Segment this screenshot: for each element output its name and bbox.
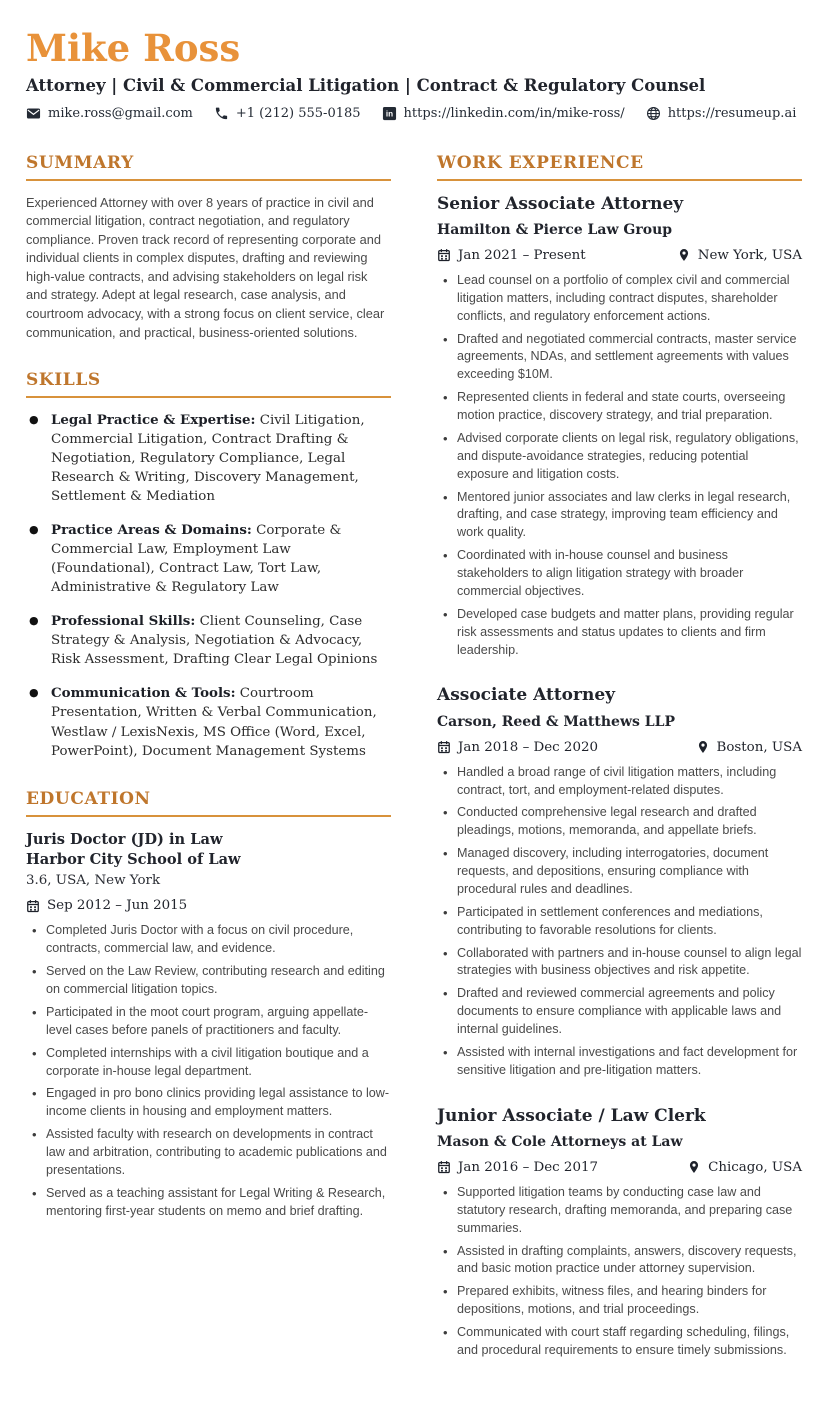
job-dates-text: Jan 2021 – Present [458,247,586,263]
calendar-icon [437,248,451,262]
job-dates-text: Jan 2018 – Dec 2020 [458,739,599,755]
contact-row [26,106,802,121]
job-entry [437,685,802,1079]
job-meta-row [437,248,802,263]
job-dates-text: Jan 2016 – Dec 2017 [458,1159,599,1175]
education-bullet: • Completed Juris Doctor with a focus on civil procedure, contracts, commercial law, and evidence. [26,922,391,958]
job-bullet: • Drafted and reviewed commercial agreements and policy documents to ensure compliance with applicable laws and internal guidelines. [437,985,802,1039]
job-company: Carson, Reed & Matthews LLP [437,713,675,730]
job-bullet: • Supported litigation teams by conducting case law and statutory research, drafting memoranda, and preparing case summaries. [437,1184,802,1238]
job-bullet: • Managed discovery, including interrogatories, document requests, and depositions, ensuring compliance with procedural rules and deadlines. [437,845,802,899]
work-experience-heading: WORK EXPERIENCE [437,153,802,181]
job-location-text: Boston, USA [716,739,802,755]
education-section [26,789,391,1221]
skill-item [26,521,391,597]
candidate-name: Mike Ross [26,26,241,70]
contact-phone-text: +1 (212) 555-0185 [235,105,361,121]
job-bullet: • Communicated with court staff regarding scheduling, filings, and procedural requirements to ensure timely submissions. [437,1324,802,1360]
education-heading: EDUCATION [26,789,391,817]
job-title: Associate Attorney [437,685,616,706]
job-bullet: • Represented clients in federal and state courts, overseeing motion practice, discovery strategy, and trial preparation. [437,389,802,425]
job-bullet: • Handled a broad range of civil litigation matters, including contract, tort, and employment-related disputes. [437,764,802,800]
location-pin-icon [687,1160,701,1174]
globe-icon [646,106,661,121]
contact-linkedin[interactable] [382,106,625,121]
skill-text: Client Counseling, Case Strategy & Analysis, Negotiation & Advocacy, Risk Assessment, Drafting Clear Legal Opinions [51,614,378,668]
contact-email-text: mike.ross@gmail.com [48,105,193,121]
left-column [26,153,391,1388]
education-bullet: • Served as a teaching assistant for Legal Writing & Research, mentoring first-year students on memo and brief drafting. [26,1185,391,1221]
skill-item [26,612,391,669]
job-entry [437,1106,802,1360]
education-bullets [26,922,391,1220]
job-bullet: • Assisted in drafting complaints, answers, discovery requests, and basic motion practice under attorney supervision. [437,1243,802,1279]
job-location-text: Chicago, USA [708,1159,802,1175]
summary-text: Experienced Attorney with over 8 years of practice in civil and commercial litigation, contract negotiation, and regulatory compliance. Proven track record of representing corporate and individual clients in complex disputes, drafting and reviewing high-value contracts, and advising stakeholders on legal risk and strategy. Adept at legal research, case analysis, and courtroom advocacy, with a strong focus on client service, clear communication, and practical, business-oriented solutions. [26,194,385,340]
job-dates [437,248,586,263]
job-bullets [437,272,802,660]
skills-list [26,411,391,761]
job-location [687,1160,802,1175]
skill-text: Civil Litigation, Commercial Litigation, Contract Drafting & Negotiation, Regulatory Compliance, Legal Research & Writing, Discovery Management, Settlement & Mediation [51,413,365,505]
education-bullet: • Served on the Law Review, contributing research and editing on commercial litigation topics. [26,963,391,999]
location-pin-icon [696,740,710,754]
job-meta-row [437,1160,802,1175]
education-school: Harbor City School of Law [26,850,241,868]
job-bullets [437,1184,802,1360]
skill-text: Courtroom Presentation, Written & Verbal Communication, Westlaw / LexisNexis, MS Office (Word, Excel, PowerPoint), Document Management Systems [51,686,377,759]
job-bullet: • Prepared exhibits, witness files, and hearing binders for depositions, motions, and trial proceedings. [437,1283,802,1319]
location-pin-icon [677,248,691,262]
contact-email[interactable] [26,106,193,121]
skill-label: Professional Skills: [51,613,196,630]
education-dates [26,898,187,913]
job-title: Senior Associate Attorney [437,193,684,214]
contact-website-text: https://resumeup.ai [667,105,797,121]
education-bullet: • Participated in the moot court program, arguing appellate-level cases before panels of practitioners and faculty. [26,1004,391,1040]
job-bullet: • Collaborated with partners and in-house counsel to align legal strategies with business objectives and risk appetite. [437,945,802,981]
skill-label: Legal Practice & Expertise: [51,412,256,429]
job-bullet: • Coordinated with in-house counsel and business stakeholders to align litigation strategy with broader commercial objectives. [437,547,802,601]
education-bullet: • Engaged in pro bono clinics providing legal assistance to low-income clients in housing and employment matters. [26,1085,391,1121]
education-bullet: • Assisted faculty with research on developments in contract law and arbitration, contributing to academic publications and presentations. [26,1126,391,1180]
job-bullet: • Assisted with internal investigations and fact development for sensitive litigation and pre-litigation matters. [437,1044,802,1080]
contact-phone[interactable] [214,106,361,121]
job-dates [437,740,598,755]
education-meta: 3.6, USA, New York [26,873,161,889]
calendar-icon [26,899,40,913]
job-bullet: • Lead counsel on a portfolio of complex civil and commercial litigation matters, including contract disputes, shareholder conflicts, and regulatory enforcement actions. [437,272,802,326]
job-title: Junior Associate / Law Clerk [437,1105,706,1126]
right-column [437,153,802,1388]
candidate-headline: Attorney | Civil & Commercial Litigation | Contract & Regulatory Counsel [26,75,706,95]
job-company: Mason & Cole Attorneys at Law [437,1133,683,1150]
summary-section [26,153,391,342]
calendar-icon [437,1160,451,1174]
contact-linkedin-text: https://linkedin.com/in/mike-ross/ [403,105,625,121]
job-bullet: • Conducted comprehensive legal research and drafted pleadings, motions, memoranda, and appellate briefs. [437,804,802,840]
skills-section [26,370,391,761]
two-column-layout [26,153,802,1388]
education-dates-text: Sep 2012 – Jun 2015 [47,898,188,914]
email-icon [26,106,41,121]
summary-heading: SUMMARY [26,153,391,181]
job-bullet: • Advised corporate clients on legal risk, regulatory obligations, and dispute-avoidance strategies, reducing potential exposure and litigation costs. [437,430,802,484]
job-location [696,740,802,755]
job-location [677,248,802,263]
job-bullet: • Drafted and negotiated commercial contracts, master service agreements, NDAs, and settlement agreements with values exceeding $10M. [437,331,802,385]
education-date-row [26,898,391,913]
education-degree: Juris Doctor (JD) in Law [26,830,223,848]
job-meta-row [437,740,802,755]
job-location-text: New York, USA [697,247,802,263]
job-bullet: • Participated in settlement conferences and mediations, contributing to favorable resolutions for clients. [437,904,802,940]
skill-item [26,411,391,506]
skill-item [26,684,391,760]
job-bullet: • Developed case budgets and matter plans, providing regular risk assessments and status updates to clients and firm leadership. [437,606,802,660]
job-dates [437,1160,598,1175]
skill-label: Communication & Tools: [51,685,236,702]
skills-heading: SKILLS [26,370,391,398]
resume-header [26,28,802,121]
work-experience-section [437,153,802,1360]
job-entry [437,194,802,660]
linkedin-icon [382,106,397,121]
contact-website[interactable] [646,106,797,121]
calendar-icon [437,740,451,754]
job-bullets [437,764,802,1080]
job-bullet: • Mentored junior associates and law clerks in legal research, drafting, and case strategy, improving team efficiency and work quality. [437,489,802,543]
education-bullet: • Completed internships with a civil litigation boutique and a corporate in-house legal department. [26,1045,391,1081]
job-company: Hamilton & Pierce Law Group [437,221,673,238]
phone-icon [214,106,229,121]
skill-label: Practice Areas & Domains: [51,522,252,539]
skill-text: Corporate & Commercial Law, Employment Law (Foundational), Contract Law, Tort Law, Administrative & Regulatory Law [51,523,342,596]
